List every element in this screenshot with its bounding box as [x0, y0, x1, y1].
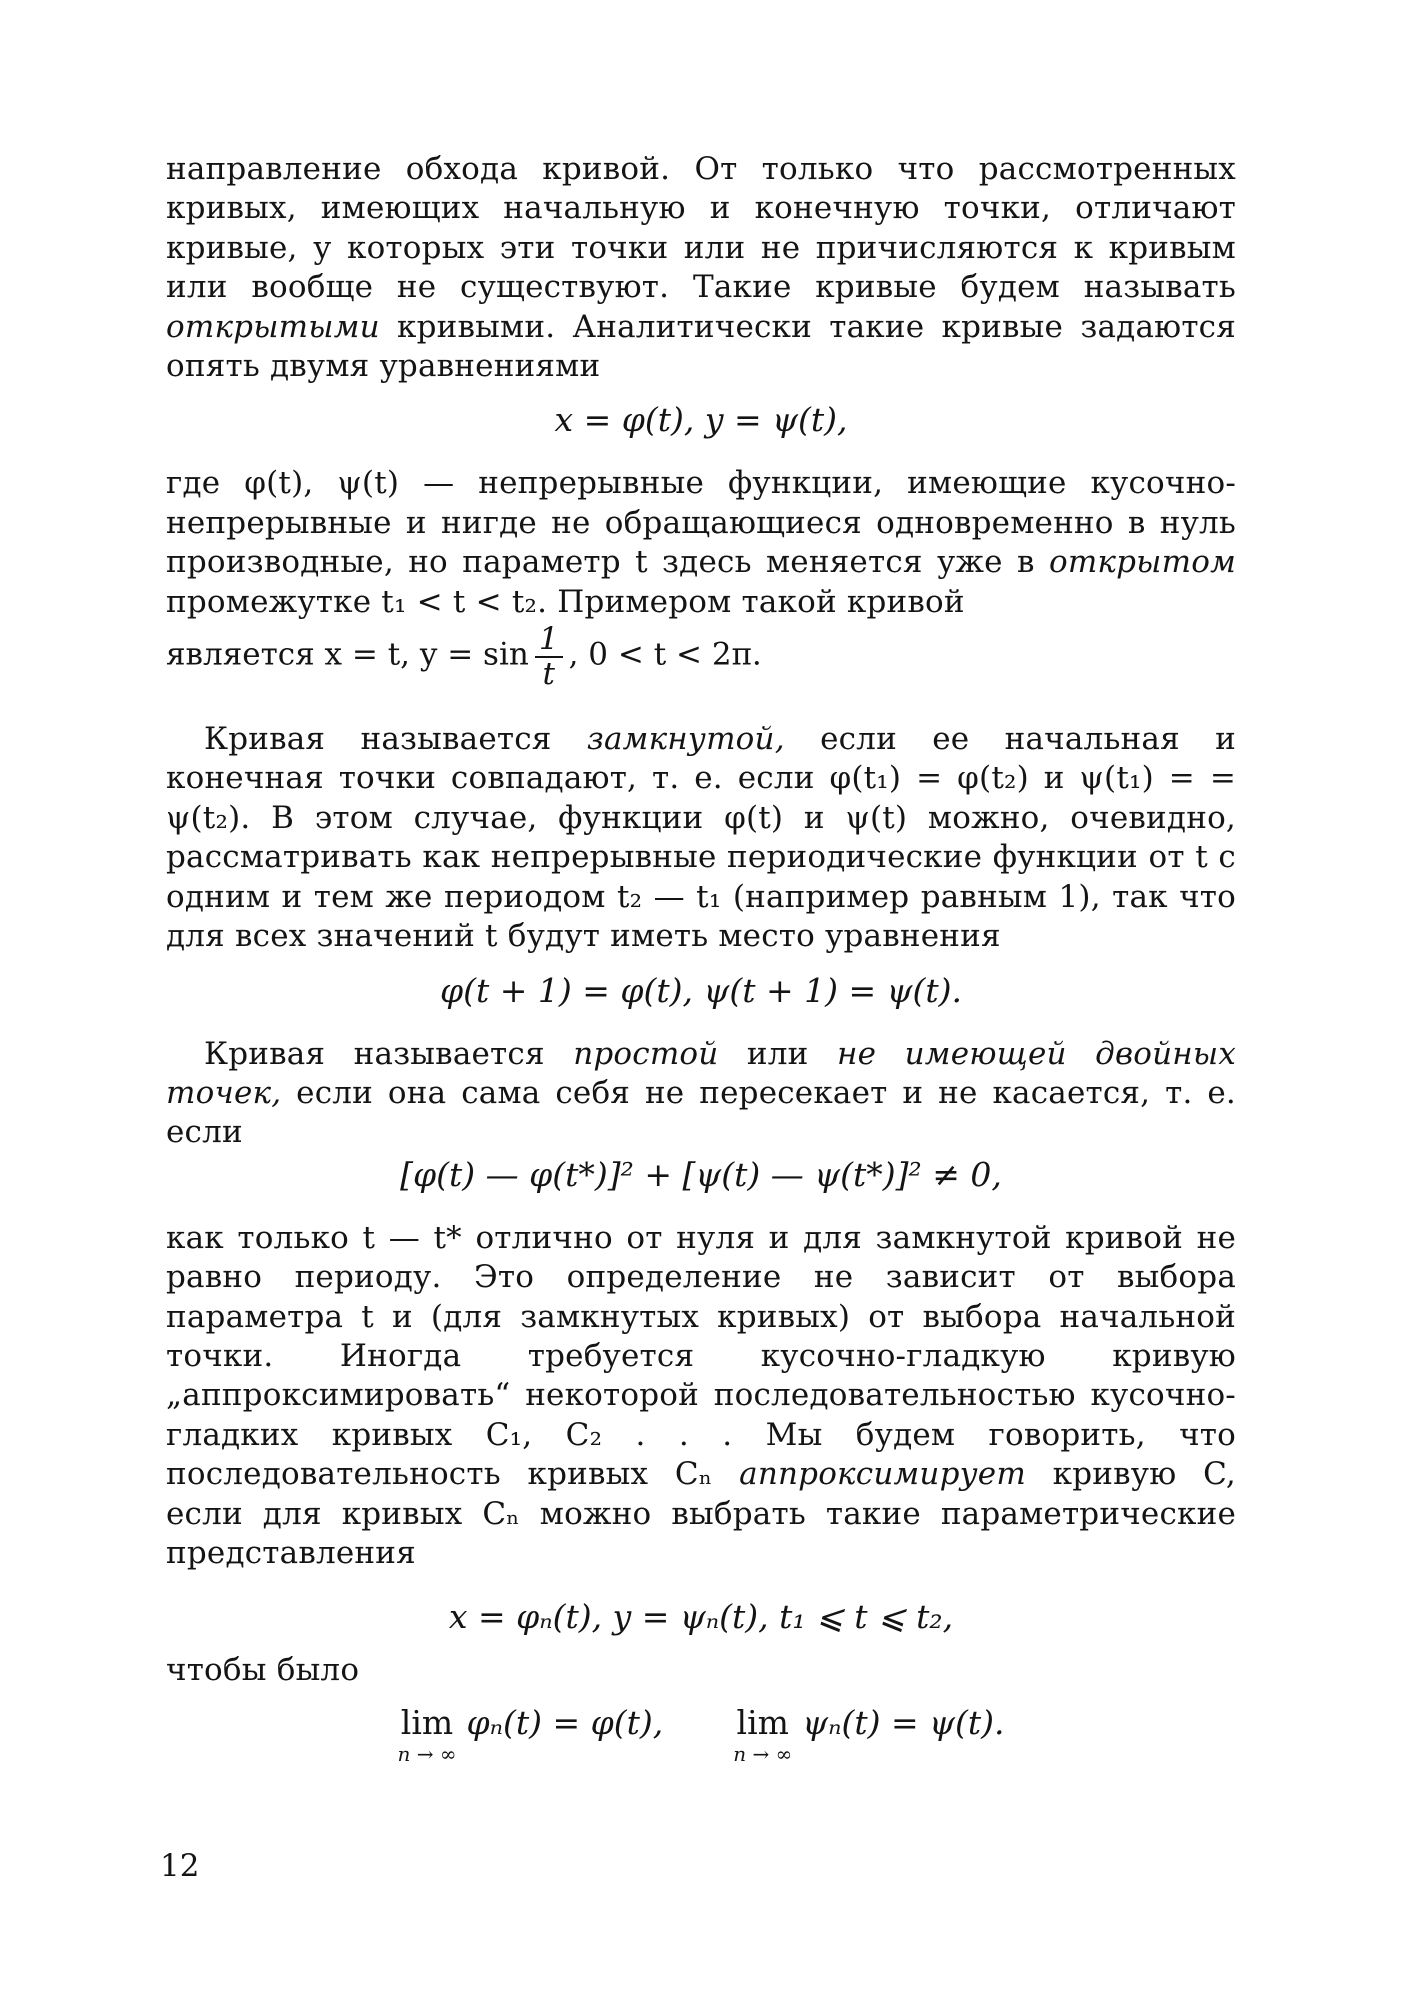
text-run: , 0 < t < 2π. — [568, 636, 762, 673]
paragraph-so-that: чтобы было — [166, 1652, 360, 1689]
text-run: или — [718, 1035, 837, 1072]
text-run: Кривая называется — [204, 721, 587, 758]
limit-operator — [397, 1703, 456, 1765]
lim-subscript: n → ∞ — [733, 1741, 793, 1766]
page-number: 12 — [160, 1848, 200, 1884]
emphasis-term: простой — [573, 1035, 719, 1072]
text-run: если она сама себя не пересекает и не касается, т. е. если — [166, 1074, 1236, 1151]
lim-word: lim — [400, 1702, 454, 1742]
text-run: является x = t, y = sin — [166, 636, 529, 673]
formula-approx-representation: x = φₙ(t), y = ψₙ(t), t₁ ⩽ t ⩽ t₂, — [448, 1597, 954, 1637]
formula-parametric: x = φ(t), y = ψ(t), — [554, 400, 848, 440]
text-run: Кривая называется — [204, 1035, 574, 1072]
emphasis-term: не имеющей двойных точек, — [166, 1035, 1236, 1111]
emphasis-term: аппроксимирует — [739, 1456, 1026, 1493]
emphasis-term: открытом — [1048, 544, 1236, 581]
paragraph-closed-curves — [166, 720, 1236, 956]
example-line — [166, 621, 1236, 693]
formula-no-double-points: [φ(t) — φ(t*)]² + [ψ(t) — ψ(t*)]² ≠ 0, — [400, 1154, 1002, 1194]
text-run: кривыми. Аналитически такие кривые задаются опять двумя уравнениями — [166, 308, 1236, 385]
paragraph-approximation — [166, 1219, 1236, 1574]
fraction-denominator: t — [542, 656, 555, 693]
limit-psi — [733, 1703, 1004, 1765]
emphasis-term: замкнутой, — [586, 721, 785, 758]
paragraph-simple-curves — [166, 1035, 1236, 1153]
limit-expression: ψₙ(t) = ψ(t). — [802, 1702, 1005, 1742]
emphasis-term: открытыми — [166, 308, 380, 345]
fraction — [535, 621, 563, 693]
formula-periodic: φ(t + 1) = φ(t), ψ(t + 1) = ψ(t). — [440, 970, 962, 1010]
text-run: направление обхода кривой. От только что рассмотренных кривых, имеющих начальную и конечную точки, отличают кривые, у которых эти точки или не причисляются к кривым или вообще не существуют. Такие кривые будем называть — [166, 151, 1236, 306]
paragraph-open-curves — [166, 150, 1236, 386]
text-run: промежутке t₁ < t < t₂. Примером такой кривой — [166, 583, 965, 620]
text-run: где φ(t), ψ(t) — непрерывные функции, имеющие кусочно-непрерывные и нигде не обращающиеся одновременно в нуль производные, но параметр t здесь меняется уже в — [166, 465, 1236, 581]
page-body — [166, 150, 1236, 1765]
text-run: кривую C, если для кривых Cₙ можно выбрать такие параметрические представления — [166, 1456, 1236, 1571]
limit-expression: φₙ(t) = φ(t), — [466, 1702, 664, 1742]
lim-word: lim — [736, 1702, 789, 1742]
lim-subscript: n → ∞ — [397, 1741, 457, 1766]
text-run: если ее начальная и конечная точки совпадают, т. е. если φ(t₁) = φ(t₂) и ψ(t₁) = = ψ(t₂). В этом случае, функции φ(t) и ψ(t) можно, очевидно, рассматривать как непрерывные периодические функции от t с одним и тем же периодом t₂ — t₁ (например равным 1), так что для всех значений t будут иметь место уравнения — [166, 721, 1236, 955]
limit-phi — [397, 1703, 663, 1765]
paragraph-continuous-functions — [166, 464, 1236, 622]
limit-operator — [733, 1703, 792, 1765]
text-run: как только t — t* отлично от нуля и для замкнутой кривой не равно периоду. Это определение не зависит от выбора параметра t и (для замкнутых кривых) от выбора начальной точки. Иногда требуется кусочно-гладкую кривую „аппроксимировать“ некоторой последовательностью кусочно-гладких кривых C₁, C₂ . . . Мы будем говорить, что последовательность кривых Cₙ — [166, 1219, 1236, 1493]
formula-limits — [166, 1703, 1236, 1765]
fraction-numerator: 1 — [535, 622, 563, 658]
